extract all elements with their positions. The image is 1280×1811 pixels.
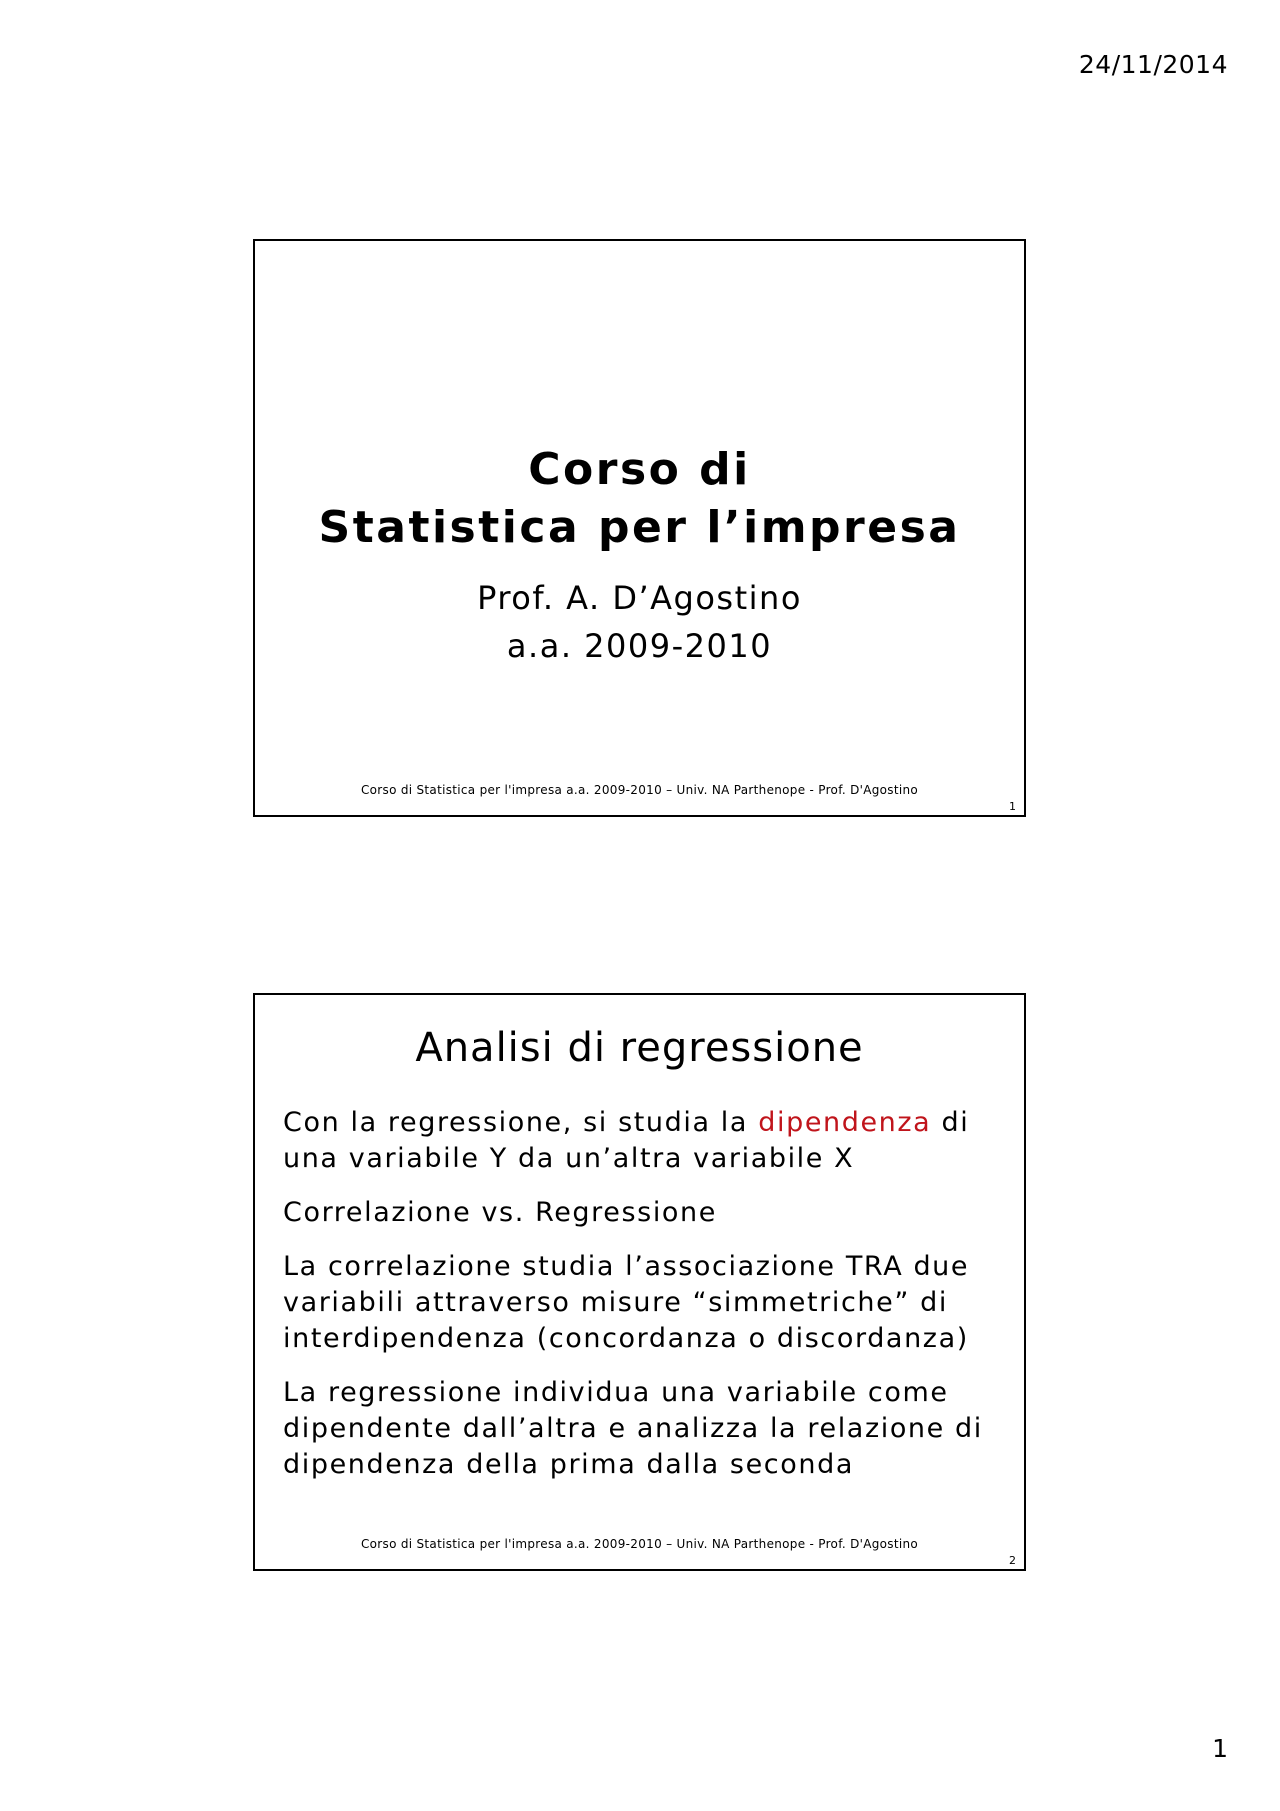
slide-2-body — [283, 1105, 1004, 1501]
slide-2-paragraph-1 — [283, 1105, 1004, 1177]
slide-2-highlight-dipendenza: dipendenza — [758, 1107, 932, 1138]
slide-1-academic-year: a.a. 2009-2010 — [506, 627, 773, 665]
slide-2-paragraph-4: La regressione individua una variabile come dipendente dall’altra e analizza la relazione di dipendenza della prima dalla seconda — [283, 1377, 983, 1480]
slide-2-paragraph-2: Correlazione vs. Regressione — [283, 1197, 717, 1228]
slide-1-title — [255, 441, 1024, 557]
slide-2-paragraph-1-end: di una variabile Y da un’altra variabile X — [283, 1107, 970, 1174]
slide-1-title-line-1: Corso di — [528, 444, 751, 495]
slide-2 — [253, 993, 1026, 1571]
slide-1 — [253, 239, 1026, 817]
slide-2-title: Analisi di regressione — [415, 1025, 864, 1071]
slide-1-footer: Corso di Statistica per l'impresa a.a. 2009-2010 – Univ. NA Parthenope - Prof. D'Agostino — [360, 783, 919, 797]
page-date: 24/11/2014 — [1078, 50, 1228, 79]
slide-2-footer: Corso di Statistica per l'impresa a.a. 2009-2010 – Univ. NA Parthenope - Prof. D'Agostino — [360, 1537, 919, 1551]
slide-1-author: Prof. A. D’Agostino — [477, 579, 802, 617]
slide-2-number: 2 — [1009, 1554, 1016, 1567]
slide-2-paragraph-1-start: Con la regressione, si studia la — [283, 1107, 759, 1138]
slide-1-title-line-2: Statistica per l’impresa — [318, 502, 961, 553]
slide-2-paragraph-3: La correlazione studia l’associazione TRA due variabili attraverso misure “simmetriche” di interdipendenza (concordanza o discordanza) — [283, 1251, 970, 1354]
page-number: 1 — [1212, 1734, 1228, 1763]
slide-1-subtitle — [255, 574, 1024, 670]
slide-1-number: 1 — [1009, 800, 1016, 813]
